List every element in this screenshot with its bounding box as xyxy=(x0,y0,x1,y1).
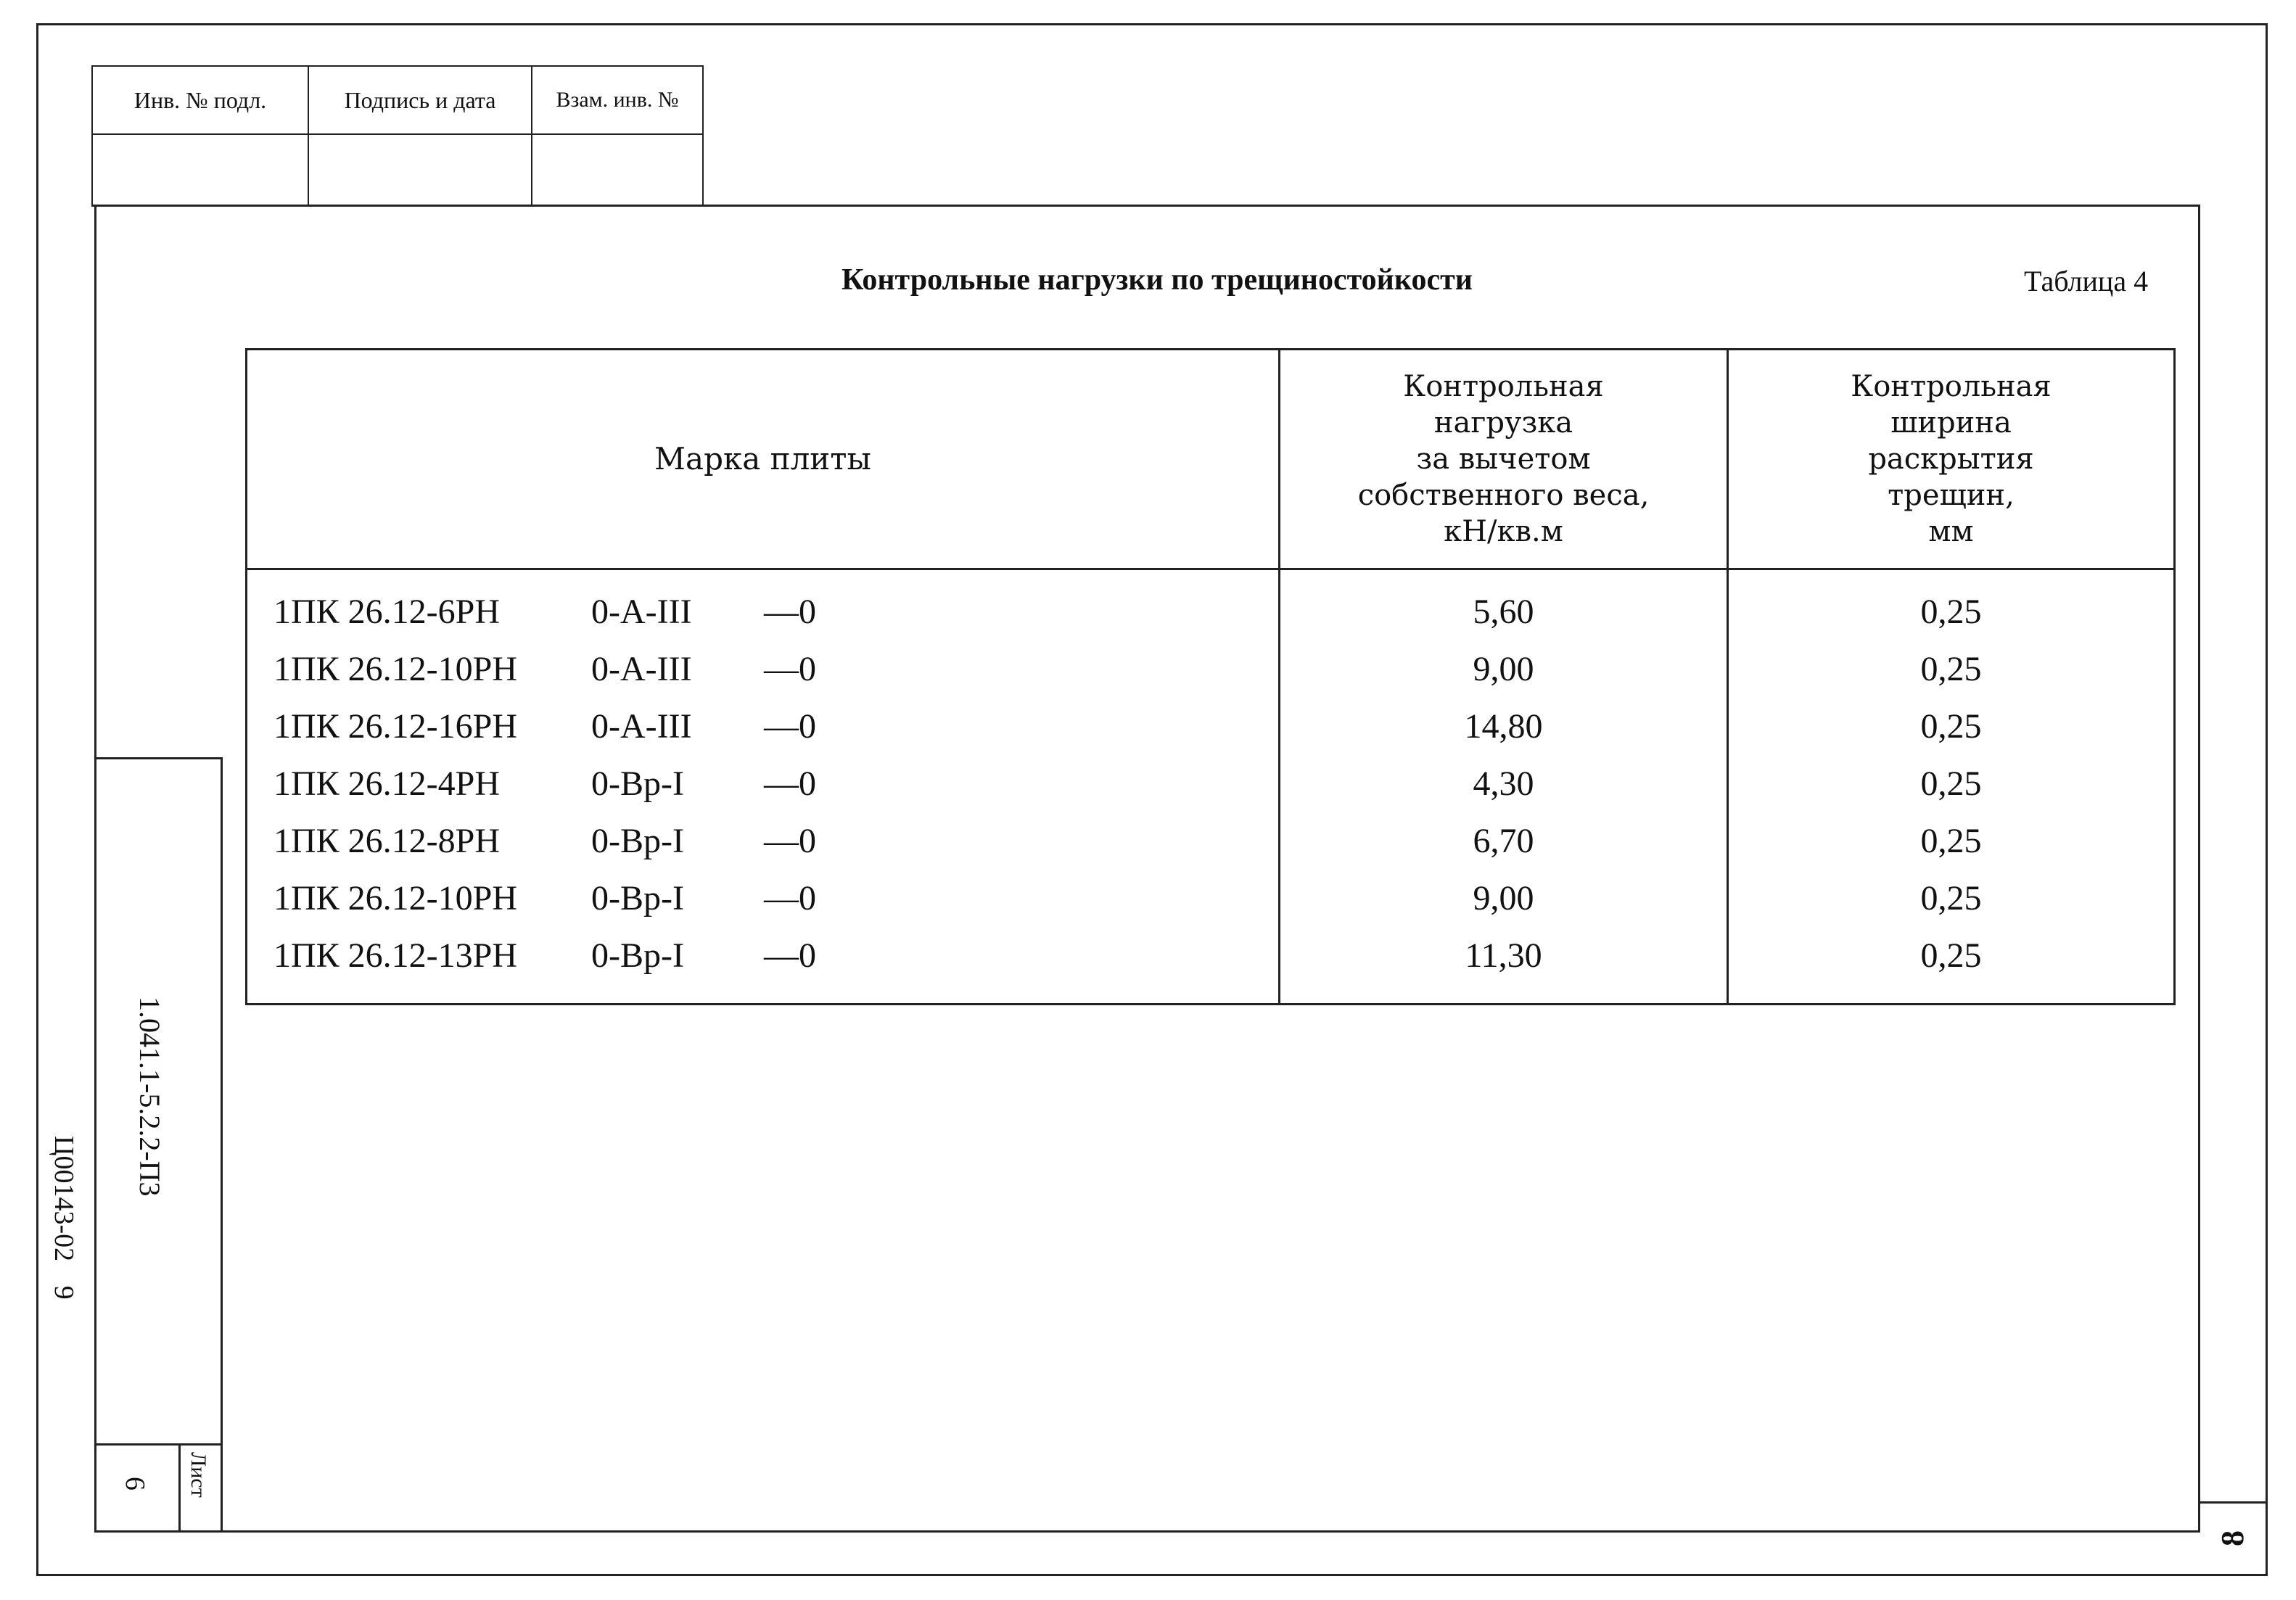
row-steel: 0-Вр-I xyxy=(591,822,684,860)
width-column xyxy=(1728,569,2175,1005)
row-mark: 1ПК 26.12-8РН xyxy=(273,822,501,860)
row-suffix: —0 xyxy=(764,593,816,631)
inner-frame-bottom xyxy=(94,1530,2200,1533)
header-width xyxy=(1728,350,2175,569)
table-number: Таблица 4 xyxy=(2024,265,2149,297)
table-row xyxy=(247,927,1278,984)
width-value: 0,25 xyxy=(1920,650,1982,688)
header-load-line: нагрузка xyxy=(1433,406,1573,440)
width-value: 0,25 xyxy=(1920,593,1982,631)
outer-frame-left xyxy=(36,23,38,1576)
side-stamp-divider xyxy=(94,1443,222,1446)
table-header-row xyxy=(247,350,2175,569)
page-title: Контрольные нагрузки по трещиностойкости xyxy=(842,263,1473,297)
row-suffix: —0 xyxy=(764,650,816,688)
header-mark xyxy=(247,350,1280,569)
stamp-header-inv: Инв. № подл. xyxy=(91,65,309,135)
side-stamp-right xyxy=(221,757,223,1533)
row-suffix: —0 xyxy=(764,764,816,803)
outer-frame-right xyxy=(2266,23,2268,1576)
header-width-line: мм xyxy=(1928,515,1974,548)
table-row xyxy=(247,583,1278,640)
table-row xyxy=(247,870,1278,927)
load-value: 11,30 xyxy=(1465,936,1542,975)
width-value: 0,25 xyxy=(1920,764,1982,803)
load-table xyxy=(245,348,2176,1005)
table-row xyxy=(247,812,1278,870)
stamp-value-replaced xyxy=(531,133,704,206)
mark-column xyxy=(247,569,1280,1005)
row-steel: 0-Вр-I xyxy=(591,936,684,975)
doc-code: 1.041.1-5.2.2-П3 xyxy=(133,997,166,1197)
stamp-value-signature xyxy=(308,133,532,206)
width-value: 0,25 xyxy=(1920,879,1982,917)
header-load-line: кН/кв.м xyxy=(1444,515,1563,548)
row-suffix: —0 xyxy=(764,707,816,746)
row-mark: 1ПК 26.12-4РН xyxy=(273,764,501,803)
outer-frame-top xyxy=(36,23,2268,25)
inner-frame-left xyxy=(94,205,96,1533)
load-value: 5,60 xyxy=(1473,593,1534,631)
load-column xyxy=(1280,569,1728,1005)
header-mark-label: Марка плиты xyxy=(654,441,871,477)
row-suffix: —0 xyxy=(764,822,816,860)
table-row xyxy=(247,640,1278,698)
load-value: 4,30 xyxy=(1473,764,1534,803)
side-stamp-sheet-divider xyxy=(178,1443,181,1532)
row-mark: 1ПК 26.12-10РН xyxy=(273,650,518,688)
header-width-line: трещин, xyxy=(1888,479,2015,512)
row-mark: 1ПК 26.12-6РН xyxy=(273,593,501,631)
page-box-top xyxy=(2198,1501,2268,1504)
header-width-line: раскрытия xyxy=(1868,442,2034,476)
load-value: 9,00 xyxy=(1473,650,1534,688)
stamp-header-signature: Подпись и дата xyxy=(308,65,532,135)
table-row xyxy=(247,755,1278,812)
table-body-row xyxy=(247,569,2175,1005)
table-row xyxy=(247,698,1278,755)
stamp-header-replaced: Взам. инв. № xyxy=(531,65,704,135)
archive-sheet-value: 9 xyxy=(49,1285,79,1300)
page-number: 8 xyxy=(2215,1530,2250,1546)
row-mark: 1ПК 26.12-16РН xyxy=(273,707,518,746)
header-load xyxy=(1280,350,1728,569)
row-suffix: —0 xyxy=(764,936,816,975)
stamp-value-inv xyxy=(91,133,309,206)
archive-code xyxy=(48,1136,80,1300)
row-steel: 0-А-III xyxy=(591,650,692,688)
inner-frame-right xyxy=(2198,205,2200,1533)
width-value: 0,25 xyxy=(1920,936,1982,975)
header-load-line: за вычетом xyxy=(1416,442,1591,476)
archive-code-value: Ц00143-02 xyxy=(49,1136,79,1262)
sheet-label: Лист xyxy=(186,1452,210,1498)
load-value: 14,80 xyxy=(1464,707,1543,746)
header-width-line: ширина xyxy=(1890,406,2012,440)
row-steel: 0-Вр-I xyxy=(591,764,684,803)
header-load-line: Контрольная xyxy=(1403,370,1604,403)
row-steel: 0-А-III xyxy=(591,707,692,746)
row-mark: 1ПК 26.12-10РН xyxy=(273,879,518,917)
width-value: 0,25 xyxy=(1920,822,1982,860)
load-value: 9,00 xyxy=(1473,879,1534,917)
load-value: 6,70 xyxy=(1473,822,1534,860)
side-stamp-top xyxy=(94,757,222,759)
header-width-line: Контрольная xyxy=(1851,370,2052,403)
header-load-line: собственного веса, xyxy=(1357,479,1650,512)
row-steel: 0-А-III xyxy=(591,593,692,631)
row-suffix: —0 xyxy=(764,879,816,917)
sheet-number: 6 xyxy=(120,1477,150,1490)
outer-frame-bottom xyxy=(36,1574,2268,1576)
row-steel: 0-Вр-I xyxy=(591,879,684,917)
width-value: 0,25 xyxy=(1920,707,1982,746)
row-mark: 1ПК 26.12-13РН xyxy=(273,936,518,975)
